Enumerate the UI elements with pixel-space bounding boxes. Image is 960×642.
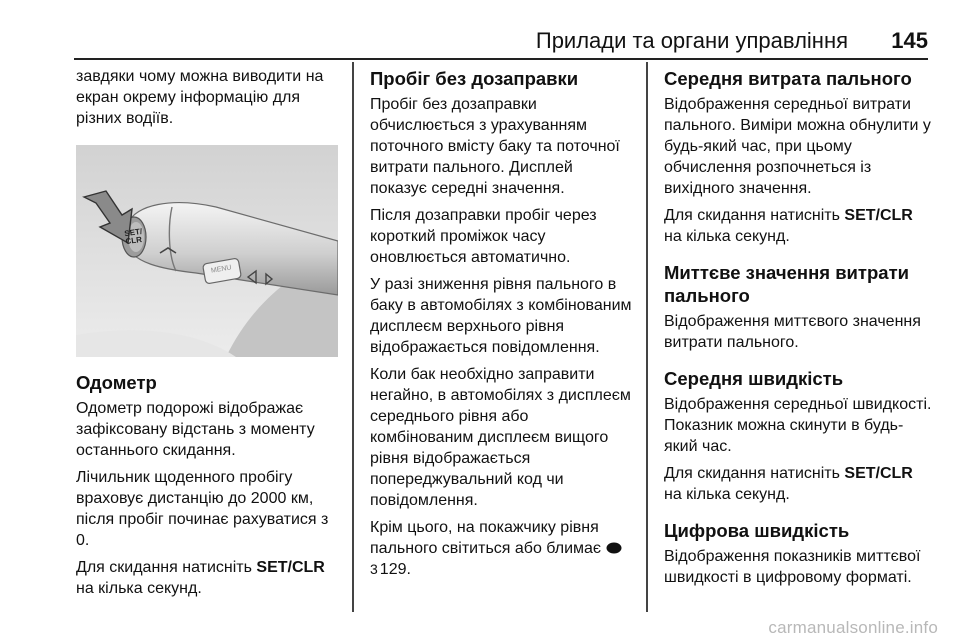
- instant-consumption-heading: Миттєве значення витрати пального: [664, 262, 910, 306]
- lever-label: SET/ CLR: [123, 226, 143, 247]
- digital-speed-heading: Цифрова швидкість: [664, 520, 850, 541]
- speed-reset-key-label: SET/CLR: [844, 465, 913, 482]
- reset-key-label: SET/CLR: [256, 559, 325, 576]
- avg-reset-key-label: SET/CLR: [844, 207, 913, 224]
- avg-speed-reset: Для скидання натисніть SET/CLR на кілька секунд.: [664, 465, 913, 503]
- page-reference-link[interactable]: 129.: [379, 561, 411, 578]
- range-paragraph-4: Коли бак необхідно заправити негайно, в автомобілях з дисплеєм середнього рівня або комбінованим дисплеєм вищого рівня відображається попереджувальний код чи повідомлення.: [370, 366, 631, 509]
- odometer-paragraph: Одометр подорожі відображає зафіксовану відстань з моменту останнього скидання.: [76, 400, 315, 459]
- digital-speed-paragraph: Відображення показників миттєвої швидкості в цифровому форматі.: [664, 548, 921, 586]
- page-title: Прилади та органи управління: [535, 28, 848, 53]
- column-middle: [370, 62, 632, 620]
- fuel-pump-icon: [606, 542, 622, 554]
- range-paragraph-3: У разі зниження рівня пального в баку в автомобілях з комбінованим дисплеєм верхнього рівня відображається повідомлення.: [370, 276, 632, 356]
- header-divider: [74, 58, 928, 60]
- arrow-reference-icon: 3: [370, 561, 378, 577]
- column-left: [76, 62, 338, 620]
- watermark: carmanualsonline.info: [768, 618, 938, 637]
- odometer-heading: Одометр: [76, 372, 157, 393]
- avg-consumption-reset: Для скидання натисніть SET/CLR на кілька секунд.: [664, 207, 913, 245]
- instant-consumption-paragraph: Відображення миттєвого значення витрати пального.: [664, 313, 921, 351]
- avg-consumption-heading: Середня витрата пального: [664, 68, 912, 89]
- avg-consumption-paragraph: Відображення середньої витрати пального. Виміри можна обнулити у будь-який час, при цьому обчислення розпочнеться із вихідного значення.: [664, 96, 931, 197]
- column-divider-1: [352, 62, 354, 612]
- reset-instruction: Для скидання натисніть SET/CLR на кілька секунд.: [76, 559, 325, 597]
- range-paragraph-2: Після дозаправки пробіг через короткий проміжок часу оновлюється автоматично.: [370, 207, 597, 266]
- page-header: [0, 0, 960, 62]
- menu-button-label: MENU: [210, 264, 233, 275]
- trip-counter-paragraph: Лічильник щоденного пробігу враховує дистанцію до 2000 км, після пробіг починає рахуватися з 0.: [76, 469, 329, 549]
- turn-signal-lever-drawing: [76, 145, 338, 357]
- column-divider-2: [646, 62, 648, 612]
- page-number: 145: [891, 28, 928, 53]
- range-paragraph-5: Крім цього, на покажчику рівня пального світиться або блимає 3 129.: [370, 517, 632, 580]
- column-right: [664, 62, 932, 620]
- range-heading: Пробіг без дозаправки: [370, 68, 579, 89]
- avg-speed-heading: Середня швидкість: [664, 368, 844, 389]
- range-paragraph-1: Пробіг без дозаправки обчислюється з урахуванням поточного вмісту баку та поточної витрати пального. Дисплей показує середні значення.: [370, 96, 620, 197]
- intro-paragraph: завдяки чому можна виводити на екран окрему інформацію для різних водіїв.: [76, 68, 324, 127]
- stalk-illustration: [76, 145, 338, 357]
- avg-speed-paragraph: Відображення середньої швидкості. Показник можна скинути в будь-який час.: [664, 396, 932, 455]
